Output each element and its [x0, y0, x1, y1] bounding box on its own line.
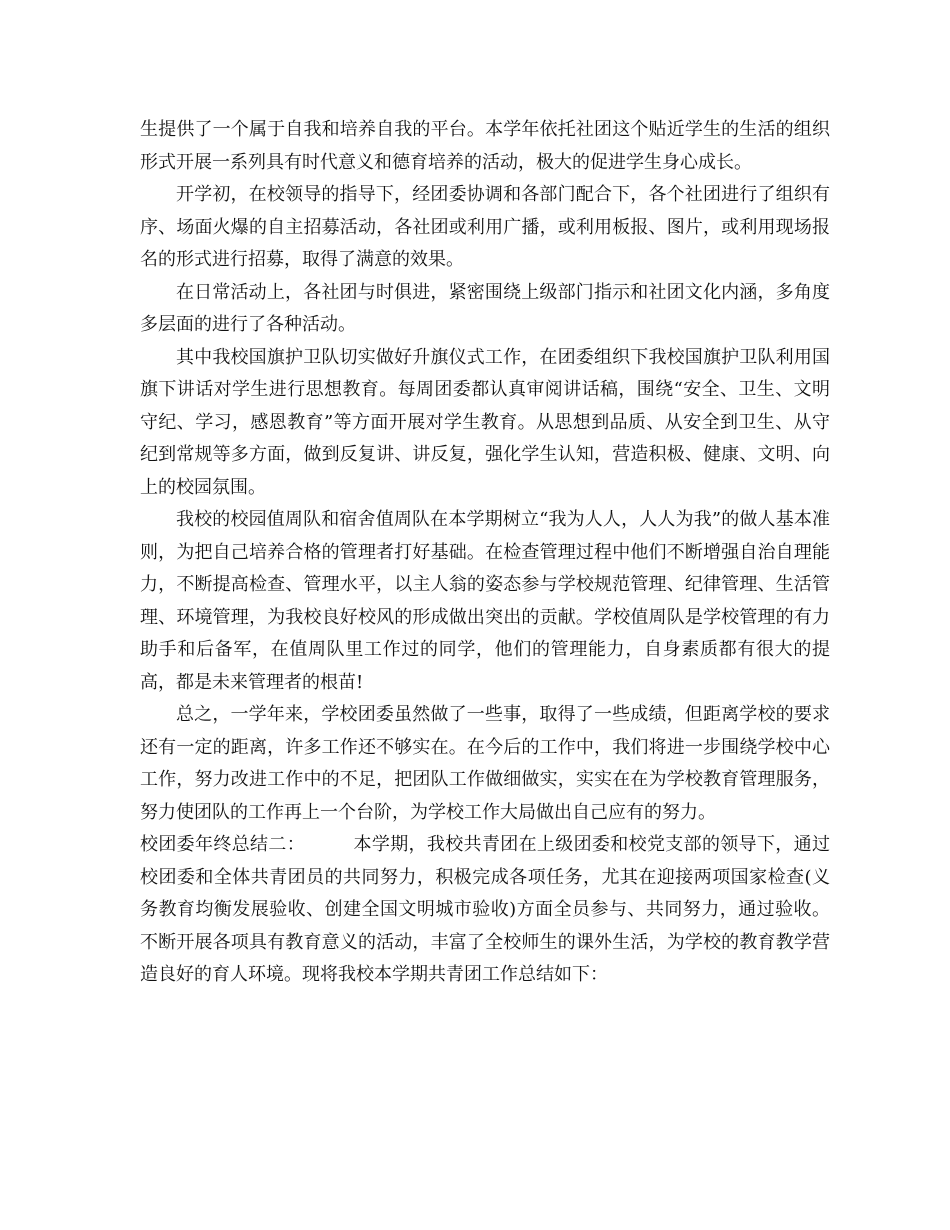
paragraph-duty-team: 我校的校园值周队和宿舍值周队在本学期树立“我为人人，人人为我”的做人基本准则，为把自己培养合格的管理者打好基础。在检查管理过程中他们不断增强自治自理能力，不断提高检查、管理水平，以主人翁的姿态参与学校规范管理、纪律管理、生活管理、环境管理，为我校良好校风的形成做出突出的贡献。学校值周队是学校管理的有力助手和后备军，在值周队里工作过的同学，他们的管理能力，自身素质都有很大的提高，都是未来管理者的根苗!: [140, 509, 830, 693]
paragraph-continuation: 生提供了一个属于自我和培养自我的平台。本学年依托社团这个贴近学生的生活的组织形式开展一系列具有时代意义和德育培养的活动，极大的促进学生身心成长。: [140, 119, 830, 173]
paragraph-flag-guard: 其中我校国旗护卫队切实做好升旗仪式工作，在团委组织下我校国旗护卫队利用国旗下讲话对学生进行思想教育。每周团委都认真审阅讲话稿，围绕“安全、卫生、文明守纪、学习，感恩教育”等方面开展对学生教育。从思想到品质、从安全到卫生、从守纪到常规等多方面，做到反复讲、讲反复，强化学生认知，营造积极、健康、文明、向上的校园氛围。: [140, 346, 830, 498]
paragraph-conclusion: 总之，一学年来，学校团委虽然做了一些事，取得了一些成绩，但距离学校的要求还有一定的距离，许多工作还不够实在。在今后的工作中，我们将进一步围绕学校中心工作，努力改进工作中的不足，把团队工作做细做实，实实在在为学校教育管理服务，努力使团队的工作再上一个台阶，为学校工作大局做出自己应有的努力。: [140, 704, 830, 823]
paragraph-daily-activities: 在日常活动上，各社团与时俱进，紧密围绕上级部门指示和社团文化内涵，多角度多层面的进行了各种活动。: [140, 281, 830, 335]
paragraph-summary-two: 校团委年终总结二： 本学期，我校共青团在上级团委和校党支部的领导下，通过校团委和全体共青团员的共同努力，积极完成各项任务，尤其在迎接两项国家检查(义务教育均衡发展验收、创建全国文明城市验收)方面全员参与、共同努力，通过验收。不断开展各项具有教育意义的活动，丰富了全校师生的课外生活，为学校的教育教学营造良好的育人环境。现将我校本学期共青团工作总结如下：: [140, 834, 830, 985]
document-body: [140, 114, 830, 992]
paragraph-recruitment: 开学初，在校领导的指导下，经团委协调和各部门配合下，各个社团进行了组织有序、场面火爆的自主招募活动，各社团或利用广播，或利用板报、图片，或利用现场报名的形式进行招募，取得了满意的效果。: [140, 184, 830, 270]
